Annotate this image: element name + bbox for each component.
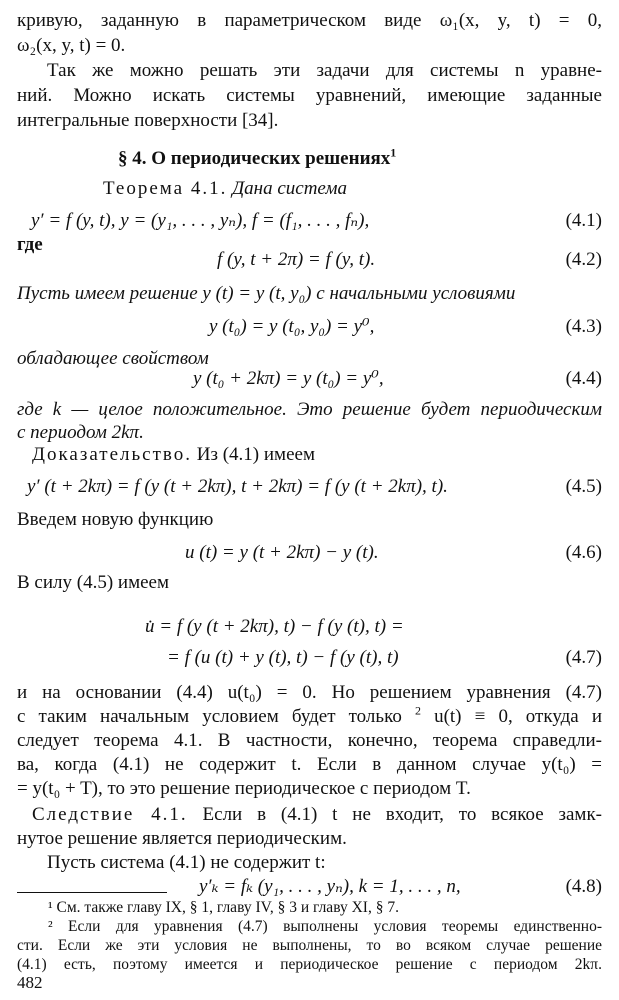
footnote-2-cont: (4.1) есть, поэтому имеется и периодическое решение с периодом 2kπ. xyxy=(17,956,602,973)
text-segment: с таким начальным условием будет только xyxy=(17,706,402,727)
text-line: Введем новую функцию xyxy=(17,509,214,530)
equation-formula: u (t) = y (t + 2kπ) − y (t). xyxy=(185,542,379,563)
text-line: кривую, заданную в параметрическом виде ω₁(x, y, t) = 0, xyxy=(17,10,602,31)
equation-formula: = f (u (t) + y (t), t) − f (y (t), t) xyxy=(167,647,399,668)
theorem-label: Теорема 4.1. xyxy=(103,178,228,199)
proof-start xyxy=(32,442,602,467)
equation-4-5 xyxy=(17,474,602,502)
equation-number: (4.8) xyxy=(565,876,602,897)
footnote-marker: 2 xyxy=(414,704,421,718)
footnote-marker: 1 xyxy=(390,146,397,160)
equation-4-7-line1 xyxy=(17,614,602,642)
corollary xyxy=(32,802,602,827)
theorem-statement xyxy=(103,176,603,201)
proof-label: Доказательство. xyxy=(32,444,192,465)
text-line: обладающее свойством xyxy=(17,348,209,369)
footnote-2: ² Если для уравнения (4.7) выполнены условия теоремы единственно- xyxy=(48,918,602,935)
equation-4-7-line2 xyxy=(17,645,602,673)
text-line: ω₂(x, y, t) = 0. xyxy=(17,35,126,56)
corollary-text: Если в (4.1) t не входит, то всякое замк- xyxy=(202,804,602,825)
text-line: с периодом 2kπ. xyxy=(17,422,144,443)
text-line: интегральные поверхности [34]. xyxy=(17,110,279,131)
corollary-label: Следствие 4.1. xyxy=(32,804,188,825)
text-line: и на основании (4.4) u(t₀) = 0. Но решением уравнения (4.7) xyxy=(17,682,602,703)
text-line: Пусть имеем решение y (t) = y (t, y₀) с начальными условиями xyxy=(17,283,516,304)
text-line: следует теорема 4.1. В частности, конечно, теорема справедли- xyxy=(17,730,602,751)
text-line: = y(t₀ + T), то это решение периодическое с периодом T. xyxy=(17,778,471,799)
equation-formula: y (t₀) = y (t₀, y₀) = y⁰, xyxy=(209,316,375,337)
equation-number: (4.1) xyxy=(565,210,602,231)
equation-number: (4.7) xyxy=(565,647,602,668)
equation-formula: y′ = f (y, t), y = (y₁, . . . , yₙ), f = (f₁, . . . , fₙ), xyxy=(31,210,370,231)
text-line xyxy=(17,704,602,729)
equation-formula: y′ (t + 2kπ) = f (y (t + 2kπ), t + 2kπ) = f (y (t + 2kπ), t). xyxy=(27,476,448,497)
section-heading-text: § 4. О периодических решениях xyxy=(118,148,391,169)
text-line: В силу (4.5) имеем xyxy=(17,572,169,593)
equation-4-6 xyxy=(17,540,602,568)
equation-formula: y (t₀ + 2kπ) = y (t₀) = y⁰, xyxy=(193,368,384,389)
equation-number: (4.4) xyxy=(565,368,602,389)
equation-formula: u̇ = f (y (t + 2kπ), t) − f (y (t), t) = xyxy=(145,616,404,637)
equation-number: (4.5) xyxy=(565,476,602,497)
text-line: нутое решение является периодическим. xyxy=(17,828,347,849)
text-line: ний. Можно искать системы уравнений, имеющие заданные xyxy=(17,85,602,106)
footnote-1: ¹ См. также главу IX, § 1, главу IV, § 3 и главу XI, § 7. xyxy=(48,899,399,916)
equation-number: (4.3) xyxy=(565,316,602,337)
equation-number: (4.6) xyxy=(565,542,602,563)
equation-4-4 xyxy=(17,366,602,394)
equation-4-3 xyxy=(17,314,602,342)
text-line: где k — целое положительное. Это решение будет периодическим xyxy=(17,399,602,420)
equation-number: (4.2) xyxy=(565,249,602,270)
text-line: Пусть система (4.1) не содержит t: xyxy=(47,852,326,873)
equation-formula: f (y, t + 2π) = f (y, t). xyxy=(217,249,376,270)
equation-4-2 xyxy=(17,247,602,275)
text-segment: u(t) ≡ 0, откуда и xyxy=(434,706,602,727)
page-number: 482 xyxy=(17,973,43,992)
footnote-2-cont: сти. Если же эти условия не выполнены, то во всяком случае решение xyxy=(17,937,602,954)
text-line: ва, когда (4.1) не содержит t. Если в данном случае y(t₀) = xyxy=(17,754,602,775)
theorem-text: Дана система xyxy=(232,178,348,199)
text-line: Так же можно решать эти задачи для системы n уравне- xyxy=(47,60,602,81)
footnote-rule xyxy=(17,892,167,893)
equation-formula: y′ₖ = fₖ (y₁, . . . , yₙ), k = 1, . . . , n, xyxy=(199,876,461,897)
text-line: где xyxy=(17,234,43,255)
proof-text: Из (4.1) имеем xyxy=(196,444,315,465)
section-heading xyxy=(118,146,598,171)
